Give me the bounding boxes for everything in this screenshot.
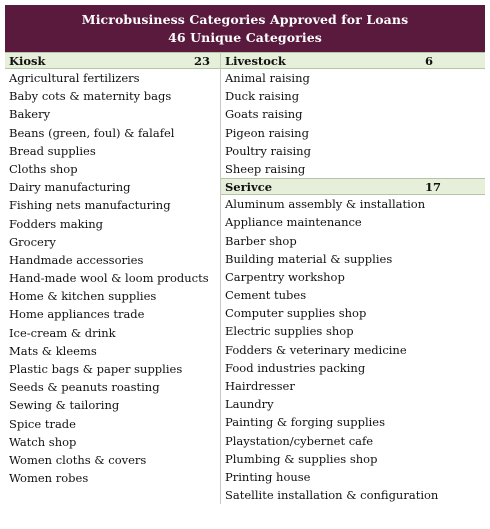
list-item: Home & kitchen supplies [9,289,157,304]
livestock-header [221,52,485,69]
list-item: Carpentry workshop [225,269,345,284]
list-item: Printing house [225,469,311,484]
list-item: Electric supplies shop [225,324,354,339]
list-item: Barber shop [225,233,297,248]
kiosk-list [5,69,220,487]
list-item: Goats raising [225,107,303,122]
list-item: Beans (green, foul) & falafel [9,125,175,140]
list-item: Dairy manufacturing [9,180,131,195]
list-item: Aluminum assembly & installation [225,197,426,212]
kiosk-column [5,52,221,504]
list-item: Grocery [9,234,56,249]
list-item: Laundry [225,397,274,412]
list-item: Women cloths & covers [9,452,147,467]
list-item: Building material & supplies [225,251,393,266]
list-item: Animal raising [225,71,310,85]
list-item: Food industries packing [225,360,366,375]
service-header [221,178,485,195]
right-column [221,52,485,504]
livestock-count: 6 [425,53,434,68]
list-item: Baby cots & maternity bags [9,89,172,104]
list-item: Plastic bags & paper supplies [9,362,183,376]
list-item: Fishing nets manufacturing [9,198,171,213]
service-label: Serivce [225,179,273,194]
service-count: 17 [425,179,442,194]
list-item: Fodders making [9,216,104,231]
list-item: Agricultural fertilizers [9,71,140,85]
list-item: Mats & kleems [9,343,97,358]
table-subtitle: 46 Unique Categories [168,29,322,45]
list-item: Sheep raising [225,161,306,176]
list-item: Bakery [9,107,51,122]
list-item: Seeds & peanuts roasting [9,380,160,395]
list-item: Bread supplies [9,143,96,158]
category-table [5,5,485,524]
livestock-list [221,69,485,178]
list-item: Fodders & veterinary medicine [225,342,407,357]
list-item: Hairdresser [225,379,295,393]
kiosk-header [5,52,220,69]
table-title: Microbusiness Categories Approved for Loans [81,11,409,27]
list-item: Poultry raising [225,143,311,158]
kiosk-label: Kiosk [9,53,46,68]
list-item: Spice trade [9,416,76,431]
list-item: Sewing & tailoring [9,398,120,413]
list-item: Home appliances trade [9,307,145,322]
list-item: Computer supplies shop [225,306,367,321]
list-item: Playstation/cybernet cafe [225,433,374,448]
list-item: Women robes [9,471,89,486]
list-item: Painting & forging supplies [225,415,386,430]
list-item: Handmade accessories [9,252,144,267]
category-columns [5,52,485,504]
list-item: Pigeon raising [225,125,309,140]
list-item: Hand-made wool & loom products [9,271,209,286]
list-item: Duck raising [225,89,300,104]
livestock-label: Livestock [225,53,286,68]
list-item: Satellite installation & configuration [225,488,439,503]
list-item: Cement tubes [225,288,307,303]
list-item: Appliance maintenance [225,215,362,230]
table-title-bar [5,5,485,52]
list-item: Cloths shop [9,161,78,176]
list-item: Ice-cream & drink [9,325,116,340]
service-list [221,195,485,504]
list-item: Watch shop [9,434,77,449]
list-item: Plumbing & supplies shop [225,451,378,466]
kiosk-count: 23 [193,53,210,68]
